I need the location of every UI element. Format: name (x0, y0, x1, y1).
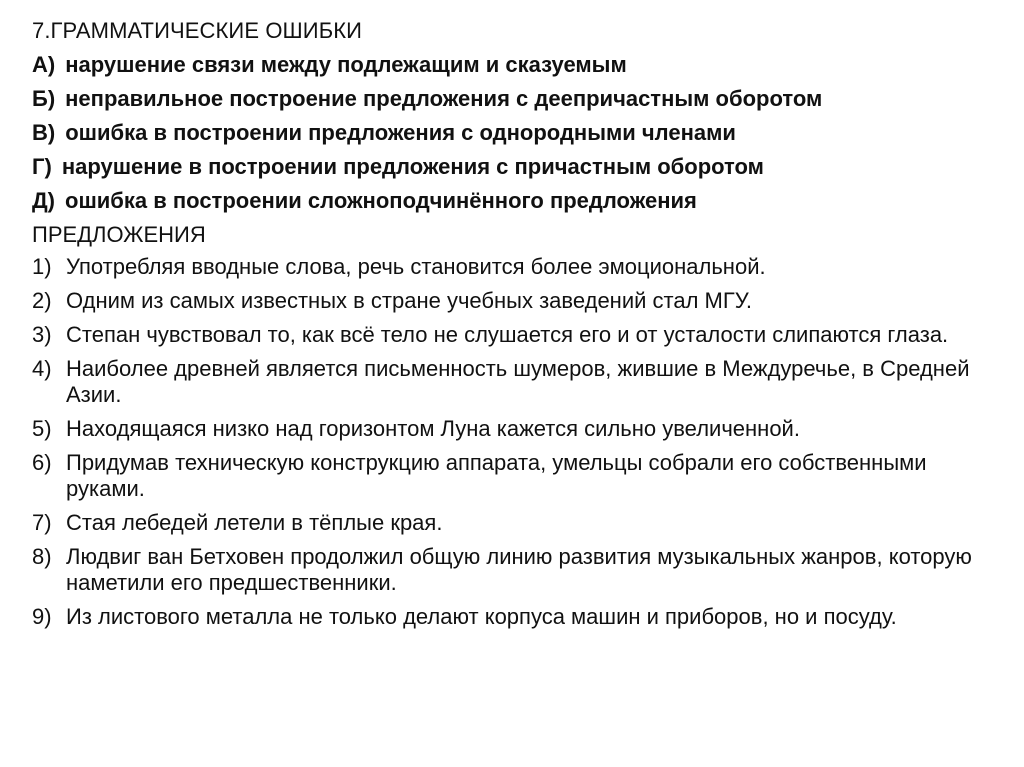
error-type-b (32, 84, 992, 114)
sentence-item (32, 254, 992, 280)
sentence-number: 5) (32, 416, 52, 441)
error-type-text: ошибка в построении сложноподчинённого предложения (65, 188, 697, 213)
sentences-list (32, 254, 992, 630)
error-type-a (32, 50, 992, 80)
sentence-number: 4) (32, 356, 52, 381)
sentence-number: 8) (32, 544, 52, 569)
sentence-item (32, 450, 992, 502)
sentences-label: ПРЕДЛОЖЕНИЯ (32, 222, 206, 247)
sentence-text: Стая лебедей летели в тёплые края. (66, 510, 443, 535)
error-type-text: нарушение в построении предложения с причастным оборотом (61, 154, 764, 179)
sentence-text: Одним из самых известных в стране учебных заведений стал МГУ. (66, 288, 752, 313)
sentence-text: Употребляя вводные слова, речь становится более эмоциональной. (66, 254, 766, 279)
sentence-text: Из листового металла не только делают корпуса машин и приборов, но и посуду. (66, 604, 897, 629)
error-type-key: Г) (32, 154, 52, 179)
slide-heading: 7.ГРАММАТИЧЕСКИЕ ОШИБКИ (32, 18, 363, 43)
error-type-text: ошибка в построении предложения с однородными членами (65, 120, 736, 145)
sentence-number: 2) (32, 288, 52, 313)
sentence-number: 3) (32, 322, 52, 347)
error-type-key: Б) (32, 86, 56, 111)
error-type-text: нарушение связи между подлежащим и сказуемым (65, 52, 627, 77)
error-types-list (32, 50, 992, 216)
sentence-text: Находящаяся низко над горизонтом Луна кажется сильно увеличенной. (66, 416, 800, 441)
sentence-item (32, 510, 992, 536)
error-type-key: А) (32, 52, 56, 77)
error-type-v (32, 118, 992, 148)
sentence-number: 9) (32, 604, 52, 629)
slide-content (32, 16, 992, 638)
error-type-key: В) (32, 120, 56, 145)
sentence-item (32, 356, 992, 408)
error-type-text: неправильное построение предложения с деепричастным оборотом (65, 86, 823, 111)
sentence-item (32, 544, 992, 596)
error-type-g (32, 152, 992, 182)
sentence-text: Степан чувствовал то, как всё тело не слушается его и от усталости слипаются глаза. (66, 322, 949, 347)
sentence-item (32, 604, 992, 630)
sentence-text: Наиболее древней является письменность шумеров, жившие в Междуречье, в Средней Азии. (66, 356, 970, 407)
sentence-text: Людвиг ван Бетховен продолжил общую линию развития музыкальных жанров, которую наметили его предшественники. (66, 544, 972, 595)
error-type-key: Д) (32, 188, 55, 213)
sentence-item (32, 322, 992, 348)
sentence-item (32, 288, 992, 314)
sentence-number: 1) (32, 254, 52, 279)
sentence-item (32, 416, 992, 442)
sentence-number: 6) (32, 450, 52, 475)
error-type-d (32, 186, 992, 216)
sentence-text: Придумав техническую конструкцию аппарата, умельцы собрали его собственными руками. (66, 450, 927, 501)
sentence-number: 7) (32, 510, 52, 535)
